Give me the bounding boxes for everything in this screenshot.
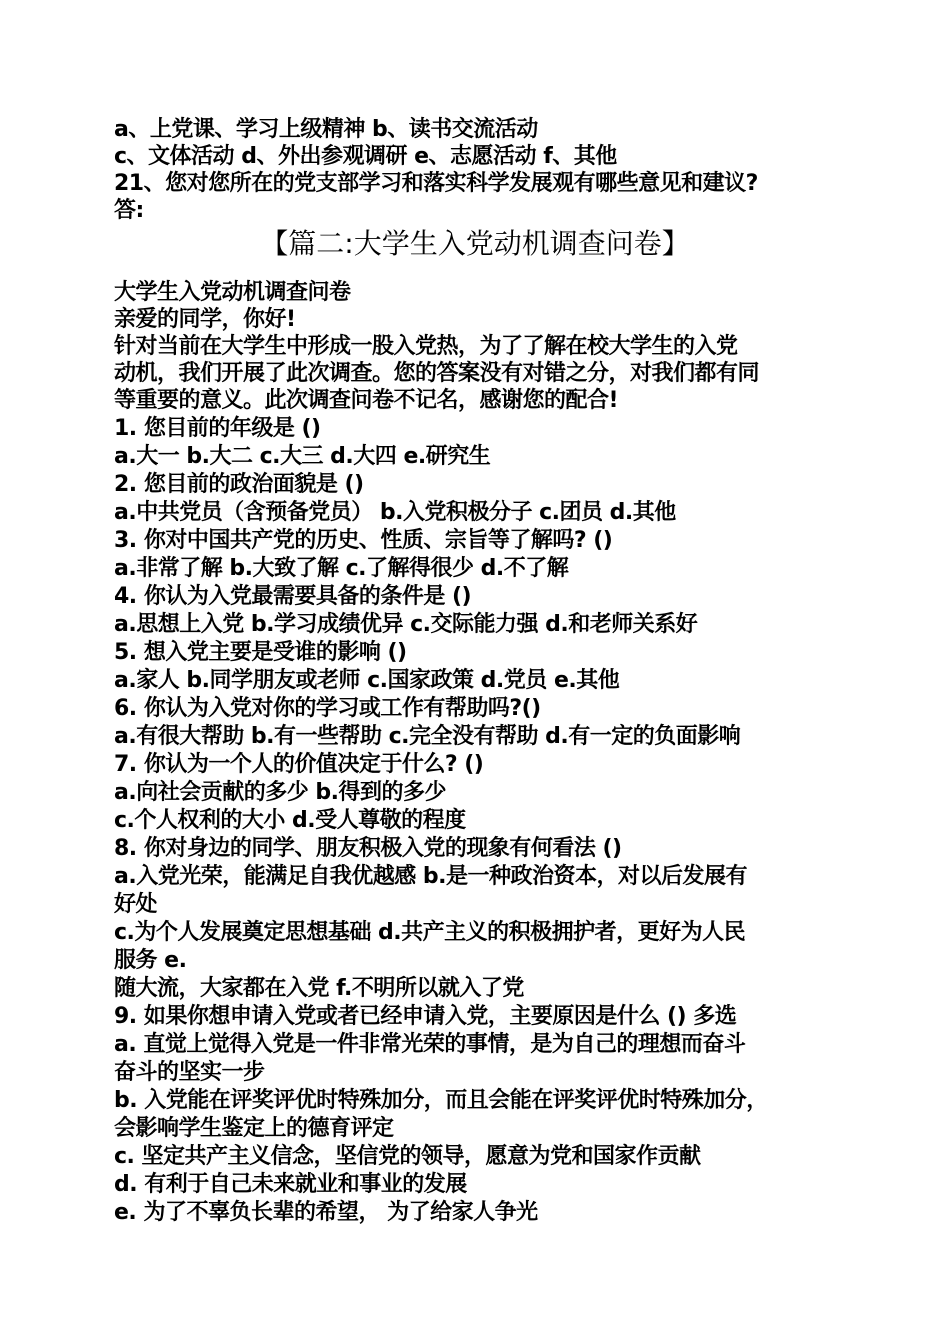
question-7-options-2: c.个人权利的大小 d.受人尊敬的程度 xyxy=(114,808,466,833)
survey-heading: 大学生入党动机调查问卷 xyxy=(114,280,351,305)
top-line-1: a、上党课、学习上级精神 b、读书交流活动 xyxy=(114,117,538,142)
question-2: 2. 您目前的政治面貌是 () xyxy=(114,472,364,497)
question-3-options: a.非常了解 b.大致了解 c.了解得很少 d.不了解 xyxy=(114,556,569,581)
question-5: 5. 想入党主要是受谁的影响 () xyxy=(114,640,407,665)
question-8-options-3: c.为个人发展奠定思想基础 d.共产主义的积极拥护者，更好为人民 xyxy=(114,920,746,945)
question-8-options-4: 服务 e. xyxy=(114,948,187,973)
question-8-options-5: 随大流，大家都在入党 f.不明所以就入了党 xyxy=(114,976,524,1001)
survey-intro-1: 针对当前在大学生中形成一股入党热，为了了解在校大学生的入党 xyxy=(114,334,738,359)
question-6: 6. 你认为入党对你的学习或工作有帮助吗?() xyxy=(114,696,541,721)
question-2-options: a.中共党员（含预备党员） b.入党积极分子 c.团员 d.其他 xyxy=(114,500,676,525)
question-1: 1. 您目前的年级是 () xyxy=(114,416,321,441)
question-8-options-1: a.入党光荣，能满足自我优越感 b.是一种政治资本，对以后发展有 xyxy=(114,864,747,889)
survey-greeting: 亲爱的同学，你好! xyxy=(114,307,296,332)
question-3: 3. 你对中国共产党的历史、性质、宗旨等了解吗? () xyxy=(114,528,613,553)
question-9-option-b-1: b. 入党能在评奖评优时特殊加分，而且会能在评奖评优时特殊加分， xyxy=(114,1088,768,1113)
top-line-4: 答: xyxy=(114,198,144,223)
question-9-option-a-1: a. 直觉上觉得入党是一件非常光荣的事情，是为自己的理想而奋斗 xyxy=(114,1032,746,1057)
section-title: 【篇二:大学生入党动机调查问卷】 xyxy=(260,227,690,260)
question-6-options: a.有很大帮助 b.有一些帮助 c.完全没有帮助 d.有一定的负面影响 xyxy=(114,724,741,749)
question-4: 4. 你认为入党最需要具备的条件是 () xyxy=(114,584,472,609)
survey-intro-2: 动机，我们开展了此次调查。您的答案没有对错之分，对我们都有同 xyxy=(114,361,760,386)
question-1-options: a.大一 b.大二 c.大三 d.大四 e.研究生 xyxy=(114,444,491,469)
question-4-options: a.思想上入党 b.学习成绩优异 c.交际能力强 d.和老师关系好 xyxy=(114,612,698,637)
question-9: 9. 如果你想申请入党或者已经申请入党，主要原因是什么 () 多选 xyxy=(114,1004,737,1029)
survey-intro-3: 等重要的意义。此次调查问卷不记名，感谢您的配合! xyxy=(114,388,619,413)
question-9-option-a-2: 奋斗的坚实一步 xyxy=(114,1060,265,1085)
question-9-option-e: e. 为了不辜负长辈的希望， 为了给家人争光 xyxy=(114,1200,538,1225)
question-9-option-d: d. 有利于自己未来就业和事业的发展 xyxy=(114,1172,467,1197)
top-line-2: c、文体活动 d、外出参观调研 e、志愿活动 f、其他 xyxy=(114,144,617,169)
question-9-option-c: c. 坚定共产主义信念，坚信党的领导，愿意为党和国家作贡献 xyxy=(114,1144,701,1169)
question-7-options-1: a.向社会贡献的多少 b.得到的多少 xyxy=(114,780,446,805)
question-5-options: a.家人 b.同学朋友或老师 c.国家政策 d.党员 e.其他 xyxy=(114,668,620,693)
question-7: 7. 你认为一个人的价值决定于什么? () xyxy=(114,752,484,777)
question-9-option-b-2: 会影响学生鉴定上的德育评定 xyxy=(114,1116,394,1141)
question-8-options-2: 好处 xyxy=(114,892,158,917)
question-8: 8. 你对身边的同学、朋友积极入党的现象有何看法 () xyxy=(114,836,622,861)
top-line-3: 21、您对您所在的党支部学习和落实科学发展观有哪些意见和建议? xyxy=(114,171,758,196)
